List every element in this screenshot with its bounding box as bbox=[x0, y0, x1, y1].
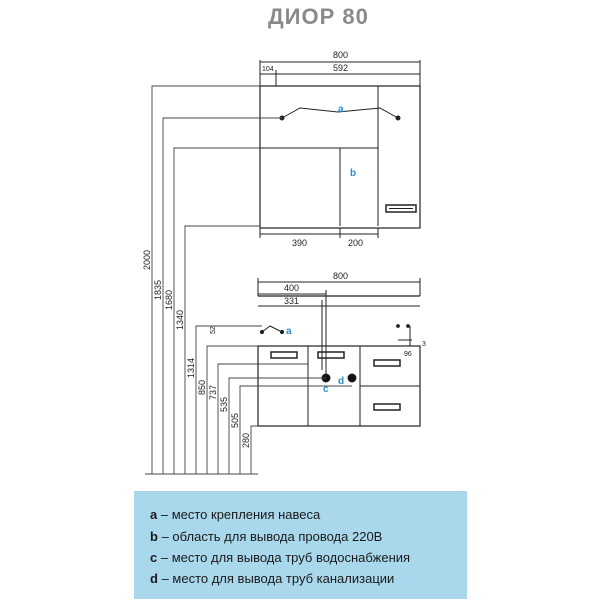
marker-b: b bbox=[350, 168, 357, 179]
vanity-handle-3 bbox=[374, 360, 400, 366]
legend-item-c: c – место для вывода труб водоснабжения bbox=[150, 550, 411, 565]
height-guides bbox=[152, 86, 352, 474]
legend-item-d: d – место для вывода труб канализации bbox=[150, 571, 395, 586]
dim-bottom-width: 800 bbox=[333, 271, 349, 281]
height-label-737: 737 bbox=[208, 384, 218, 400]
legend-panel bbox=[134, 491, 467, 599]
vanity-handle-1 bbox=[271, 352, 297, 358]
dim-bottom-331: 331 bbox=[284, 296, 300, 306]
height-label-1340: 1340 bbox=[175, 309, 185, 330]
height-label-850: 850 bbox=[197, 379, 207, 395]
sewer-pipe-d bbox=[348, 374, 356, 382]
mounting-line-a-bottom bbox=[262, 326, 282, 332]
marker-d: d bbox=[338, 376, 345, 387]
height-label-535: 535 bbox=[219, 396, 229, 412]
dim-top-bottom-right: 200 bbox=[348, 238, 364, 248]
height-label-2000: 2000 bbox=[142, 249, 152, 270]
legend-item-a: a – место крепления навеса bbox=[150, 507, 321, 522]
height-label-1835: 1835 bbox=[153, 279, 163, 300]
dim-top-inner: 592 bbox=[333, 63, 349, 73]
dim-bottom-400: 400 bbox=[284, 283, 300, 293]
marker-a-top: a bbox=[338, 104, 344, 115]
height-label-1314: 1314 bbox=[186, 357, 196, 378]
legend-item-b: b – область для вывода провода 220В bbox=[150, 529, 383, 544]
dim-top-width: 800 bbox=[333, 50, 349, 60]
dim-top-bottom-left: 390 bbox=[292, 238, 308, 248]
dim-bottom-3: 3 bbox=[422, 341, 426, 348]
marker-a-bottom: a bbox=[286, 326, 292, 337]
vanity-handle-4 bbox=[374, 404, 400, 410]
height-label-505: 505 bbox=[230, 412, 240, 428]
dim-bottom-52: 52 bbox=[210, 326, 217, 334]
dim-top-offset: 104 bbox=[262, 66, 274, 73]
page-title: ДИОР 80 bbox=[268, 4, 369, 29]
dim-bottom-96: 96 bbox=[404, 351, 412, 358]
marker-c: c bbox=[323, 384, 329, 395]
height-label-280: 280 bbox=[241, 432, 251, 448]
height-label-1680: 1680 bbox=[164, 289, 174, 310]
